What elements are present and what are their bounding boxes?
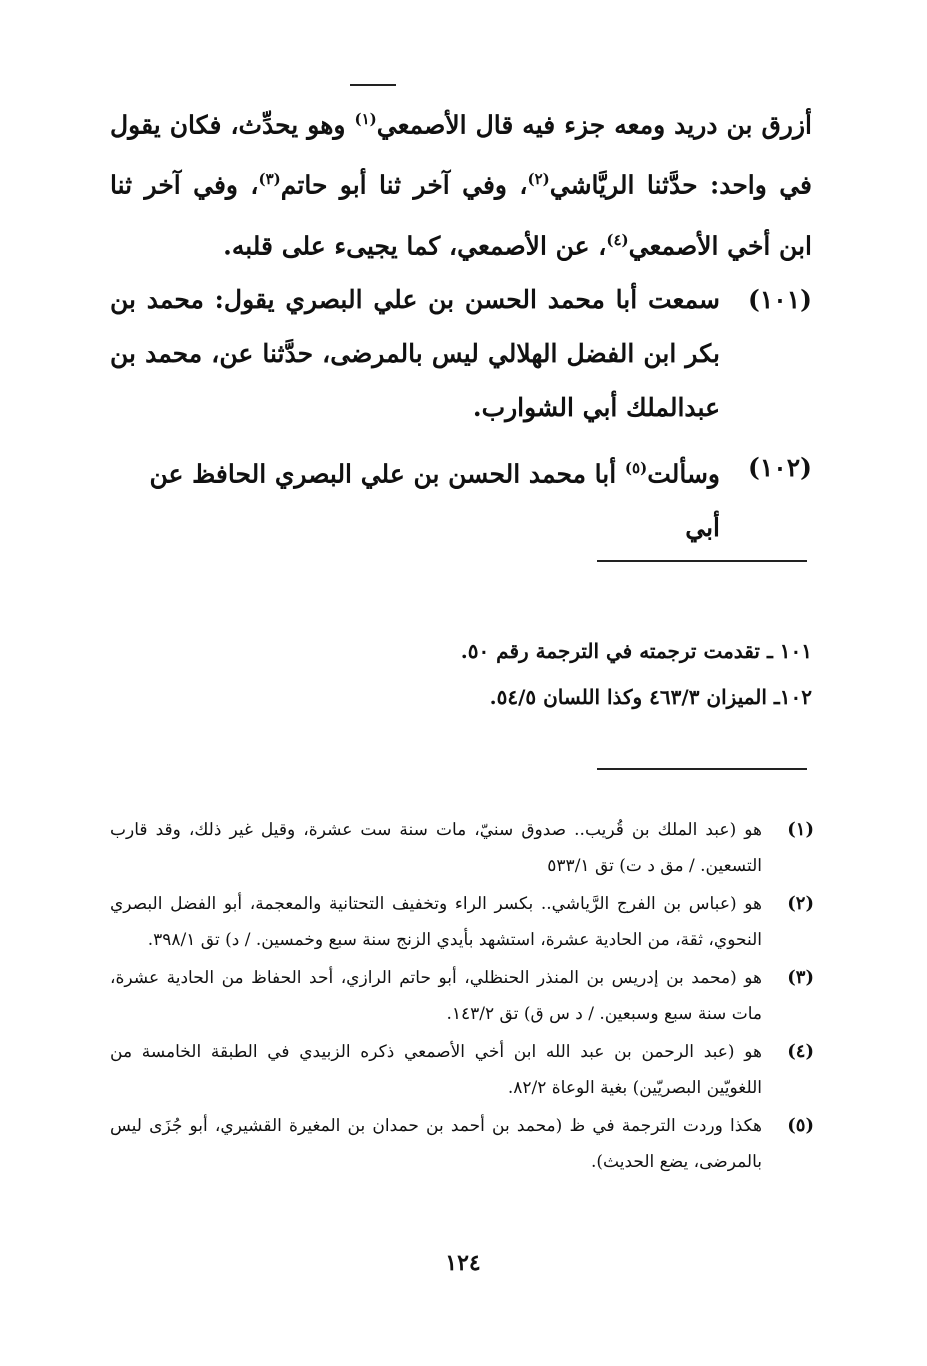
- footnote-text: هو (عبد الملك بن قُريب.. صدوق سنيّ، مات سنة ست عشرة، وقيل غير ذلك، وقد قارب التسعين. / مق د ت) تق ٥٣٣/١: [110, 820, 762, 876]
- footnote-ref: (٢): [527, 170, 550, 189]
- footnote-ref: (٣): [258, 170, 281, 189]
- section-divider: [597, 560, 807, 562]
- entry-102: [110, 441, 812, 555]
- footnote-item: [110, 1108, 814, 1180]
- main-line: ، وفي آخر ثنا ابن أخي الأصمعي: [110, 170, 812, 260]
- entry-text: وسألت: [647, 459, 720, 489]
- editor-notes: [380, 628, 812, 720]
- footnote-ref: (٤): [606, 230, 629, 249]
- footnotes: [110, 812, 814, 1182]
- note-101: ١٠١ ـ تقدمت ترجمته في الترجمة رقم ٥٠.: [460, 639, 812, 663]
- note-102: ١٠٢ـ الميزان ٤٦٣/٣ وكذا اللسان ٥٤/٥.: [489, 685, 812, 709]
- footnote-number: (١): [787, 819, 814, 840]
- entry-101: [110, 273, 812, 435]
- footnote-number: (٥): [787, 1115, 814, 1136]
- footnote-text: هو (عبد الرحمن بن عبد الله ابن أخي الأصمعي ذكره الزبيدي في الطبقة الخامسة من اللغويّين البصريّين) بغية الوعاة ٨٢/٢.: [110, 1042, 762, 1098]
- footnote-ref: (١): [354, 110, 377, 128]
- footnote-item: [110, 886, 814, 958]
- entry-text: سمعت أبا محمد الحسن بن علي البصري يقول: محمد بن بكر ابن الفضل الهلالي ليس بالمرضى، حدَّثنا عن، محمد بن عبدالملك أبي الشوارب.: [110, 284, 720, 422]
- main-line: ، وفي: [462, 170, 528, 200]
- footnote-number: (٤): [787, 1041, 814, 1062]
- main-line: وهو: [307, 110, 355, 140]
- footnote-text: هكذا وردت الترجمة في ظ (محمد بن أحمد بن حمدان بن المغيرة القشيري، أبو جُزَى ليس بالمرضى، يضع الحديث).: [110, 1116, 762, 1172]
- entry-text: أبا محمد الحسن بن علي البصري الحافظ عن أبي: [149, 459, 720, 543]
- footnote-item: [110, 1034, 814, 1106]
- page-number: ١٢٤: [445, 1250, 481, 1276]
- main-text: [110, 92, 812, 555]
- footnote-item: [110, 960, 814, 1032]
- main-line: عن الأصمعي، كما يجيىء على قلبه.: [223, 230, 590, 260]
- footnote-item: [110, 812, 814, 884]
- top-divider: [350, 84, 396, 86]
- main-line: آخر ثنا أبو حاتم: [280, 170, 450, 200]
- entry-number: (١٠٢): [748, 452, 812, 482]
- footnote-divider: [597, 768, 807, 770]
- main-line: ،: [598, 230, 607, 260]
- footnote-text: هو (محمد بن إدريس بن المنذر الحنظلي، أبو حاتم الرازي، أحد الحفاظ من الحادية عشرة، مات سنة سبع وسبعين. / د س ق) تق ١٤٣/٢.: [110, 968, 762, 1024]
- footnote-ref: (٥): [624, 458, 648, 477]
- main-line: يحدِّث، فكان يقول في واحد: حدَّثنا الريَّاشي: [110, 110, 812, 200]
- entry-number: (١٠١): [748, 284, 812, 314]
- footnote-text: هو (عباس بن الفرج الرَّياشي.. بكسر الراء وتخفيف التحتانية والمعجمة، أبو الفضل البصري النحوي، ثقة، من الحادية عشرة، استشهد بأيدي الزنج سنة سبع وخمسين. / د) تق ٣٩٨/١.: [110, 894, 762, 950]
- continued-paragraph: [110, 92, 812, 273]
- footnote-number: (٢): [787, 893, 814, 914]
- main-line: أزرق بن دريد ومعه جزء فيه قال الأصمعي: [376, 110, 812, 140]
- footnote-number: (٣): [787, 967, 814, 988]
